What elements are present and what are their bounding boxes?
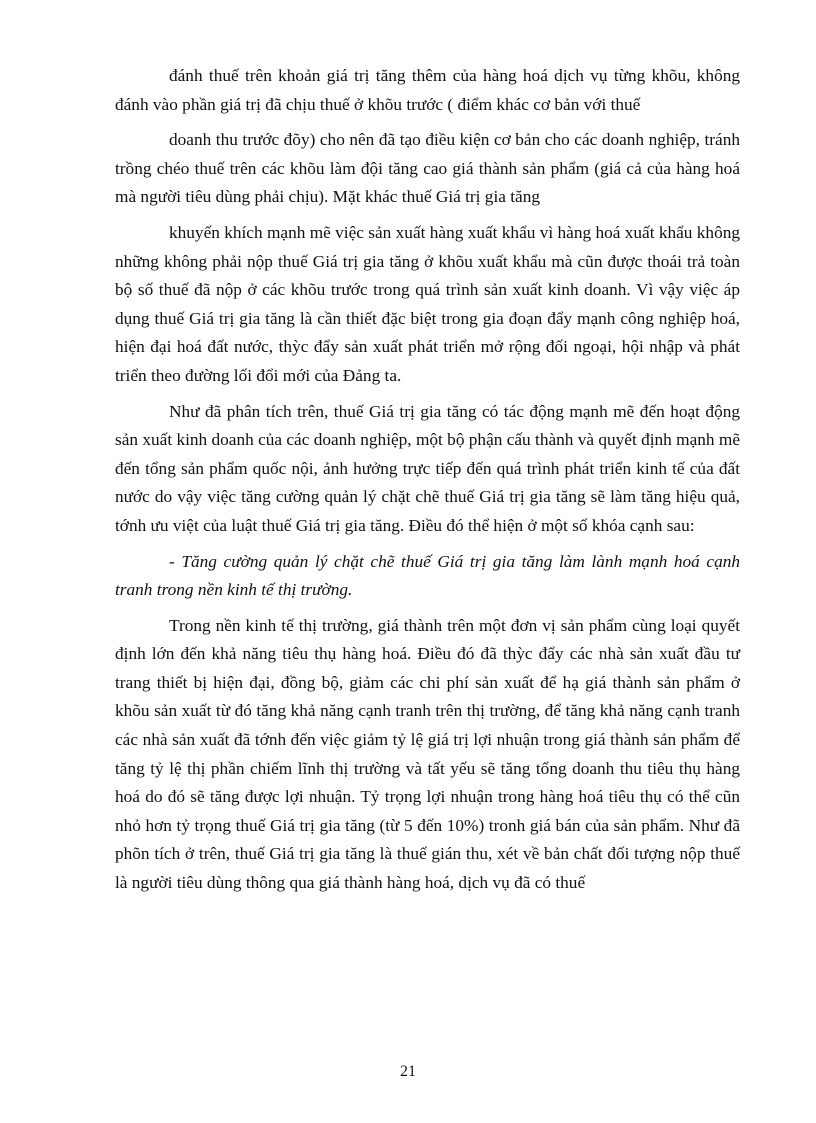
document-page xyxy=(115,62,740,898)
paragraph-1: đánh thuế trên khoản giá trị tăng thêm của hàng hoá dịch vụ từng khõu, không đánh vào phần giá trị đã chịu thuế ở khõu trước ( điểm khác cơ bản với thuế xyxy=(115,66,740,114)
page-number: 21 xyxy=(400,1063,416,1080)
paragraph-6: Trong nền kinh tế thị trường, giá thành trên một đơn vị sản phẩm cùng loại quyết định lớn đến khả năng tiêu thụ hàng hoá. Điều đó đã thỳc đẩy các nhà sản xuất đầu tư trang thiết bị hiện đại, đồng bộ, giảm các chi phí sản xuất để hạ giá thành sản phẩm ở khõu sản xuất từ đó tăng khả năng cạnh tranh trên thị trường, để tăng khả năng cạnh tranh các nhà sản xuất đã tớnh đến việc giảm tỷ lệ giá trị lợi nhuận trong giá thành sản phẩm để tăng tỷ lệ thị phần chiếm lĩnh thị trường và tất yếu sẽ tăng tổng doanh thu tiêu thụ hàng hoá do đó sẽ tăng được lợi nhuận. Tỷ trọng lợi nhuận trong hàng hoá tiêu thụ có thể cũn nhỏ hơn tỷ trọng thuế Giá trị gia tăng (từ 5 đến 10%) tronh giá bán của sản phẩm. Như đã phõn tích ở trên, thuế Giá trị gia tăng là thuế gián thu, xét về bản chất đối tượng nộp thuế là người tiêu dùng thông qua giá thành hàng hoá, dịch vụ đã có thuế xyxy=(115,615,740,893)
paragraph-4: Như đã phân tích trên, thuế Giá trị gia tăng có tác động mạnh mẽ đến hoạt động sản xuất kinh doanh của các doanh nghiệp, một bộ phận cấu thành và quyết định mạnh mẽ đến tổng sản phẩm quốc nội, ảnh hưởng trực tiếp đến quá trình phát triển kinh tế của đất nước do vậy việc tăng cường quản lý chặt chẽ thuế Giá trị gia tăng sẽ làm tăng hiệu quả, tớnh ưu việt của luật thuế Giá trị gia tăng. Điều đó thể hiện ở một số khóa cạnh sau: xyxy=(115,401,740,535)
paragraph-5-italic-heading: - Tăng cường quản lý chặt chẽ thuế Giá trị gia tăng làm lành mạnh hoá cạnh tranh trong nền kinh tế thị trường. xyxy=(115,551,740,600)
paragraph-2: doanh thu trước đõy) cho nên đã tạo điều kiện cơ bản cho các doanh nghiệp, tránh trồng chéo thuế trên các khõu làm đội tăng cao giá thành sản phẩm (giá cả của hàng hoá mà người tiêu dùng phải chịu). Mặt khác thuế Giá trị gia tăng xyxy=(115,130,740,207)
paragraph-3: khuyến khích mạnh mẽ việc sản xuất hàng xuất khẩu vì hàng hoá xuất khẩu không những không phải nộp thuế Giá trị gia tăng ở khõu xuất khẩu mà cũn được thoái trả toàn bộ số thuế đã nộp ở các khõu trước trong quá trình sản xuất kinh doanh. Vì vậy việc áp dụng thuế Giá trị gia tăng là cần thiết đặc biệt trong gia đoạn đẩy mạnh công nghiệp hoá, hiện đại hoá đất nước, thỳc đẩy sản xuất phát triển mở rộng đối ngoại, hội nhập và phát triển theo đường lối đổi mới của Đảng ta. xyxy=(115,222,740,385)
